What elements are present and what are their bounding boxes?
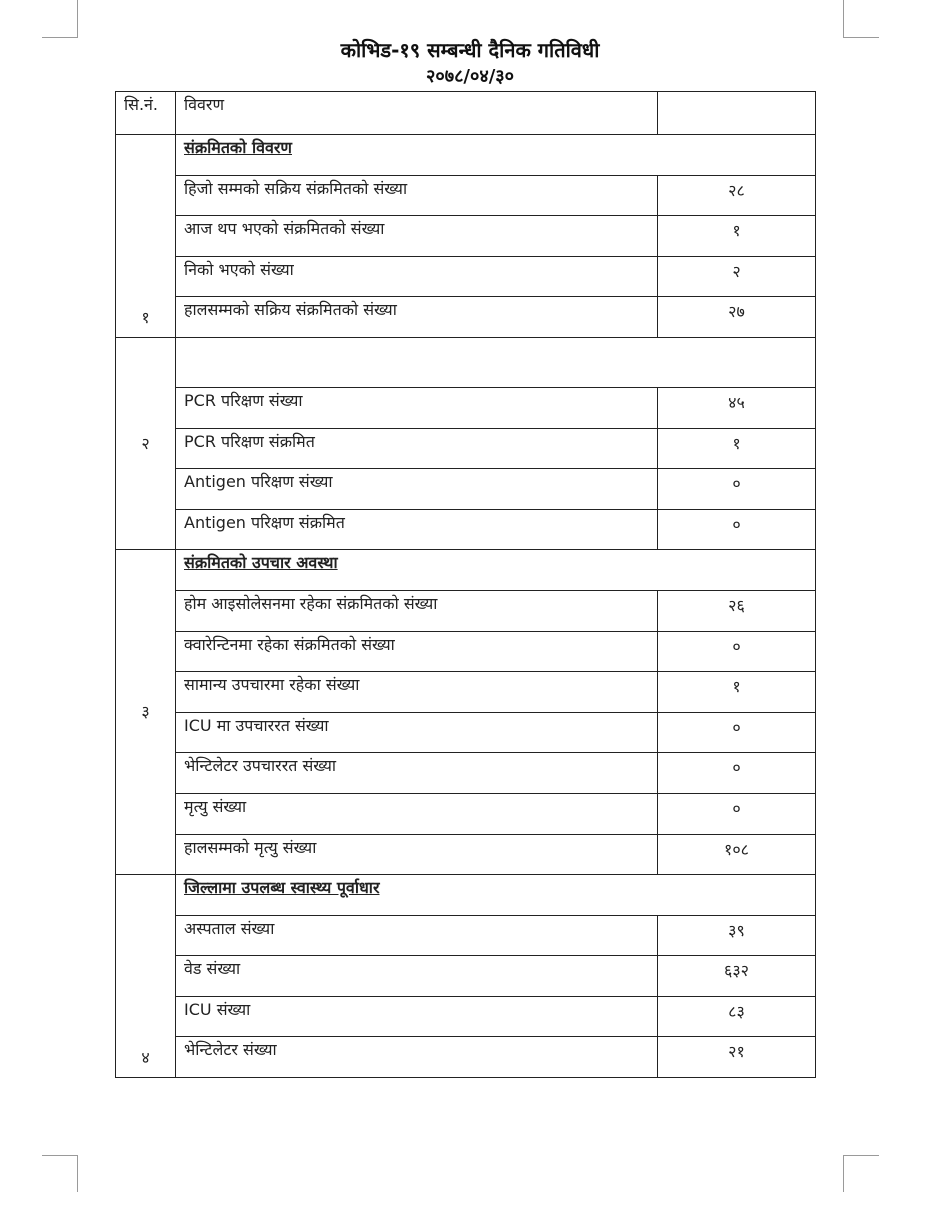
row-value: २१ [658, 1037, 816, 1078]
table-row [116, 297, 816, 338]
section-2-title [176, 337, 816, 387]
crop-mark-top-left-v [77, 0, 78, 37]
table-row [116, 216, 816, 257]
row-label: अस्पताल संख्या [176, 915, 658, 956]
row-value: २७ [658, 297, 816, 338]
section-2-title-row [116, 337, 816, 387]
section-1-sn: १ [116, 135, 176, 338]
row-label: मृत्यु संख्या [176, 793, 658, 834]
row-value: ० [658, 712, 816, 753]
section-4-title [176, 875, 816, 916]
section-3-title [176, 550, 816, 591]
table-row [116, 753, 816, 794]
crop-mark-bottom-left-v [77, 1155, 78, 1192]
table-row [116, 387, 816, 428]
row-value: ० [658, 753, 816, 794]
table-row [116, 712, 816, 753]
row-label: ICU संख्या [176, 996, 658, 1037]
row-value: ६३२ [658, 956, 816, 997]
table-row [116, 996, 816, 1037]
row-label: निको भएको संख्या [176, 256, 658, 297]
row-value: ० [658, 509, 816, 550]
row-value: ० [658, 631, 816, 672]
row-value: ८३ [658, 996, 816, 1037]
section-3-title-row [116, 550, 816, 591]
covid-report-table [115, 91, 816, 1078]
section-1-title [176, 135, 816, 176]
row-label: भेन्टिलेटर उपचाररत संख्या [176, 753, 658, 794]
crop-mark-bottom-right-v [843, 1155, 844, 1192]
row-label: सामान्य उपचारमा रहेका संख्या [176, 672, 658, 713]
row-label: होम आइसोलेसनमा रहेका संक्रमितको संख्या [176, 590, 658, 631]
crop-mark-bottom-left-h [42, 1155, 78, 1156]
row-label: वेड संख्या [176, 956, 658, 997]
row-value: ० [658, 793, 816, 834]
row-label: PCR परिक्षण संख्या [176, 387, 658, 428]
row-value: १०८ [658, 834, 816, 875]
table-row [116, 469, 816, 510]
row-label: Antigen परिक्षण संख्या [176, 469, 658, 510]
row-label: भेन्टिलेटर संख्या [176, 1037, 658, 1078]
row-label: ICU मा उपचाररत संख्या [176, 712, 658, 753]
table-row [116, 956, 816, 997]
row-value: ३९ [658, 915, 816, 956]
row-value: २८ [658, 175, 816, 216]
row-value: १ [658, 428, 816, 469]
row-label: हालसम्मको सक्रिय संक्रमितको संख्या [176, 297, 658, 338]
section-3-sn: ३ [116, 550, 176, 875]
section-title: संक्रमितको उपचार अवस्था [184, 553, 338, 573]
table-row [116, 175, 816, 216]
section-4-title-row [116, 875, 816, 916]
row-value: ० [658, 469, 816, 510]
table-row [116, 793, 816, 834]
row-label: Antigen परिक्षण संक्रमित [176, 509, 658, 550]
header-description: विवरण [176, 92, 658, 135]
section-4-sn: ४ [116, 875, 176, 1078]
table-row [116, 631, 816, 672]
section-title: जिल्लामा उपलब्ध स्वास्थ्य पूर्वाधार [184, 878, 380, 898]
row-value: ४५ [658, 387, 816, 428]
row-label: हालसम्मको मृत्यु संख्या [176, 834, 658, 875]
row-value: १ [658, 216, 816, 257]
table-header-row [116, 92, 816, 135]
table-row [116, 256, 816, 297]
document-date: २०७८/०४/३० [425, 66, 515, 87]
table-row [116, 590, 816, 631]
table-row [116, 915, 816, 956]
crop-mark-top-right-v [843, 0, 844, 37]
row-label: क्वारेन्टिनमा रहेका संक्रमितको संख्या [176, 631, 658, 672]
row-label: PCR परिक्षण संक्रमित [176, 428, 658, 469]
section-title: संक्रमितको विवरण [184, 138, 292, 157]
row-value: २६ [658, 590, 816, 631]
section-1-title-row [116, 135, 816, 176]
section-2-sn: २ [116, 337, 176, 549]
crop-mark-bottom-right-h [843, 1155, 879, 1156]
table-row [116, 428, 816, 469]
row-value: २ [658, 256, 816, 297]
header-value [658, 92, 816, 135]
document-title: कोभिड-१९ सम्बन्धी दैनिक गतिविधी [340, 38, 600, 62]
table-row [116, 834, 816, 875]
table-row [116, 1037, 816, 1078]
row-value: १ [658, 672, 816, 713]
table-row [116, 672, 816, 713]
row-label: आज थप भएको संक्रमितको संख्या [176, 216, 658, 257]
row-label: हिजो सम्मको सक्रिय संक्रमितको संख्या [176, 175, 658, 216]
table-row [116, 509, 816, 550]
header-sn: सि.नं. [116, 92, 176, 135]
